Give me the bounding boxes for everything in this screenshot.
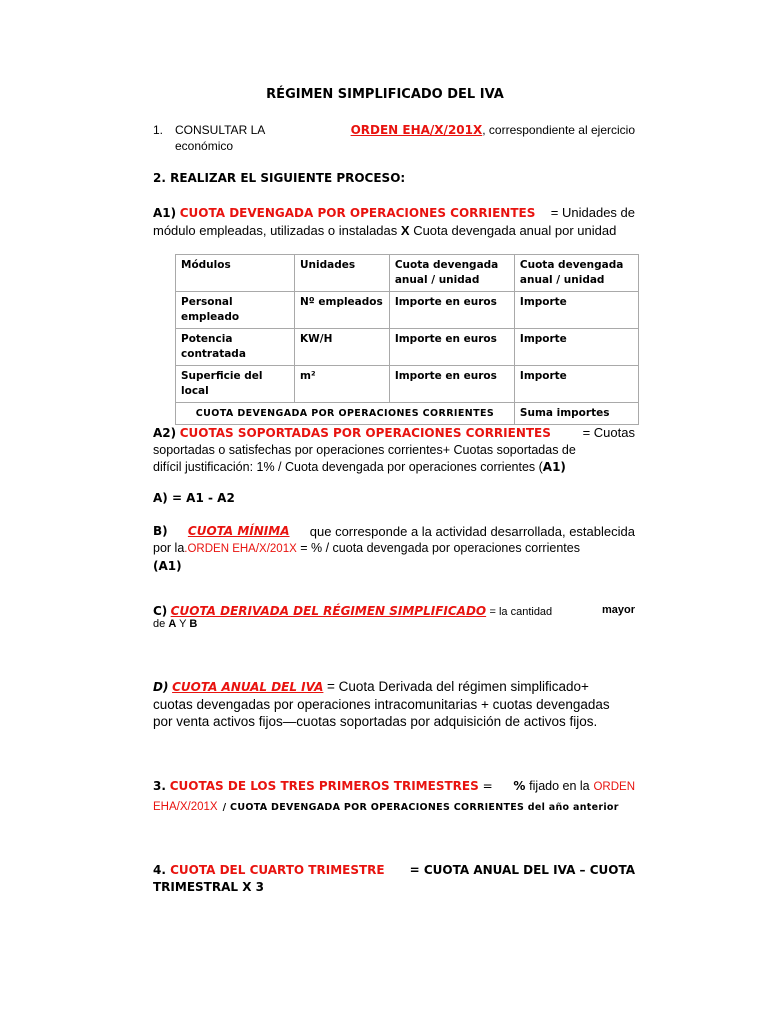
a1-paragraph: [153, 204, 635, 239]
page-title: RÉGIMEN SIMPLIFICADO DEL IVA: [266, 87, 504, 102]
s3-red-title: CUOTAS DE LOS TRES PRIMEROS TRIMESTRES: [169, 779, 479, 793]
modules-table: [175, 254, 639, 425]
b-paragraph: [153, 523, 635, 575]
b-orden: .ORDEN EHA/X/201X: [184, 543, 297, 555]
s3-eq: =: [482, 779, 493, 793]
c-label: C): [153, 604, 168, 618]
d-eq: = Cuota Derivada del régimen simplificado+: [327, 679, 589, 694]
table-cell: Potencia contratada: [176, 329, 295, 366]
d-red-title: CUOTA ANUAL DEL IVA: [172, 680, 324, 694]
s3-number: 3.: [153, 779, 166, 793]
b-ref: (A1): [153, 559, 182, 573]
b-rest: que corresponde a la actividad desarrollada, establecida: [309, 524, 635, 539]
a1-line2-post: Cuota devengada anual por unidad: [413, 223, 617, 238]
s4-number: 4.: [153, 863, 166, 877]
c-mayor: mayor: [601, 604, 635, 616]
table-header-cell: Módulos: [176, 255, 295, 292]
c-a: A: [168, 618, 177, 630]
table-row: [176, 329, 639, 366]
s4-line2: TRIMESTRAL X 3: [153, 880, 264, 894]
s3-pct: %: [513, 779, 526, 793]
table-cell: KW/H: [295, 329, 390, 366]
a1-eq: = Unidades de: [550, 205, 635, 220]
item-1-number: 1.: [153, 123, 164, 137]
a1-x: X: [400, 223, 410, 238]
section-3: [153, 778, 635, 816]
table-header-cell: Unidades: [295, 255, 390, 292]
s3-fijado: fijado en la: [529, 779, 590, 793]
item-1-line2: económico: [175, 139, 234, 153]
table-total-label: CUOTA DEVENGADA POR OPERACIONES CORRIENTES: [176, 403, 515, 425]
table-cell: Importe en euros: [389, 292, 514, 329]
b-label: B): [153, 524, 168, 538]
table-cell: Importe en euros: [389, 366, 514, 403]
section-2-heading: 2. REALIZAR EL SIGUIENTE PROCESO:: [153, 171, 406, 185]
s3-orden2: EHA/X/201X: [153, 801, 218, 813]
table-cell: Importe en euros: [389, 329, 514, 366]
c-de: de: [153, 618, 166, 630]
orden-link[interactable]: ORDEN EHA/X/201X: [350, 123, 483, 137]
table-row: [176, 292, 639, 329]
table-row: [176, 366, 639, 403]
d-label: D): [153, 680, 169, 694]
table-cell: Importe: [514, 366, 638, 403]
table-total-value: Suma importes: [514, 403, 638, 425]
table-header-row: [176, 255, 639, 292]
a2-label: A2): [153, 426, 177, 440]
a2-red-title: CUOTAS SOPORTADAS POR OPERACIONES CORRIENTES: [179, 426, 551, 440]
table-cell: m²: [295, 366, 390, 403]
c-paragraph: [153, 604, 635, 630]
c-red-title: CUOTA DERIVADA DEL RÉGIMEN SIMPLIFICADO: [170, 604, 487, 618]
s3-orden1: ORDEN: [593, 781, 635, 793]
d-line2: cuotas devengadas por operaciones intracomunitarias + cuotas devengadas: [153, 697, 610, 712]
s4-rest: = CUOTA ANUAL DEL IVA – CUOTA: [409, 863, 635, 877]
c-y: Y: [179, 618, 187, 630]
a1-red-title: CUOTA DEVENGADA POR OPERACIONES CORRIENTES: [179, 206, 536, 220]
a2-paragraph: [153, 424, 635, 476]
a2-ref: A1): [542, 460, 566, 474]
table-cell: Importe: [514, 329, 638, 366]
table-cell: Importe: [514, 292, 638, 329]
table-cell: Nº empleados: [295, 292, 390, 329]
d-paragraph: [153, 678, 635, 730]
b-red-title: CUOTA MÍNIMA: [187, 524, 290, 538]
a-formula: A) = A1 - A2: [153, 491, 235, 505]
item-1: [153, 122, 635, 153]
table-header-cell: Cuota devengada anual / unidad: [514, 255, 638, 292]
table-total-row: [176, 403, 639, 425]
b-line2-pre: por la: [153, 541, 185, 555]
a2-line3: difícil justificación: 1% / Cuota devengada por operaciones corrientes (: [153, 460, 543, 474]
table-header-cell: Cuota devengada anual / unidad: [389, 255, 514, 292]
item-1-pre: CONSULTAR LA: [175, 123, 266, 137]
section-4: [153, 862, 635, 896]
table-cell: Superficie del local: [176, 366, 295, 403]
c-eq: = la cantidad: [489, 606, 553, 618]
c-b: B: [189, 618, 198, 630]
b-line2-post: = % / cuota devengada por operaciones corrientes: [300, 541, 580, 555]
d-line3: por venta activos fijos—cuotas soportadas por adquisición de activos fijos.: [153, 714, 598, 729]
a2-line2: soportadas o satisfechas por operaciones corrientes+ Cuotas soportadas de: [153, 443, 576, 457]
a1-label: A1): [153, 206, 177, 220]
a1-line2-pre: módulo empleadas, utilizadas o instaladas: [153, 223, 398, 238]
table-cell: Personal empleado: [176, 292, 295, 329]
s3-rest: / CUOTA DEVENGADA POR OPERACIONES CORRIENTES del año anterior: [222, 802, 619, 813]
a2-eq: = Cuotas: [582, 425, 635, 440]
item-1-post: , correspondiente al ejercicio: [482, 123, 635, 137]
s4-red-title: CUOTA DEL CUARTO TRIMESTRE: [170, 863, 385, 877]
